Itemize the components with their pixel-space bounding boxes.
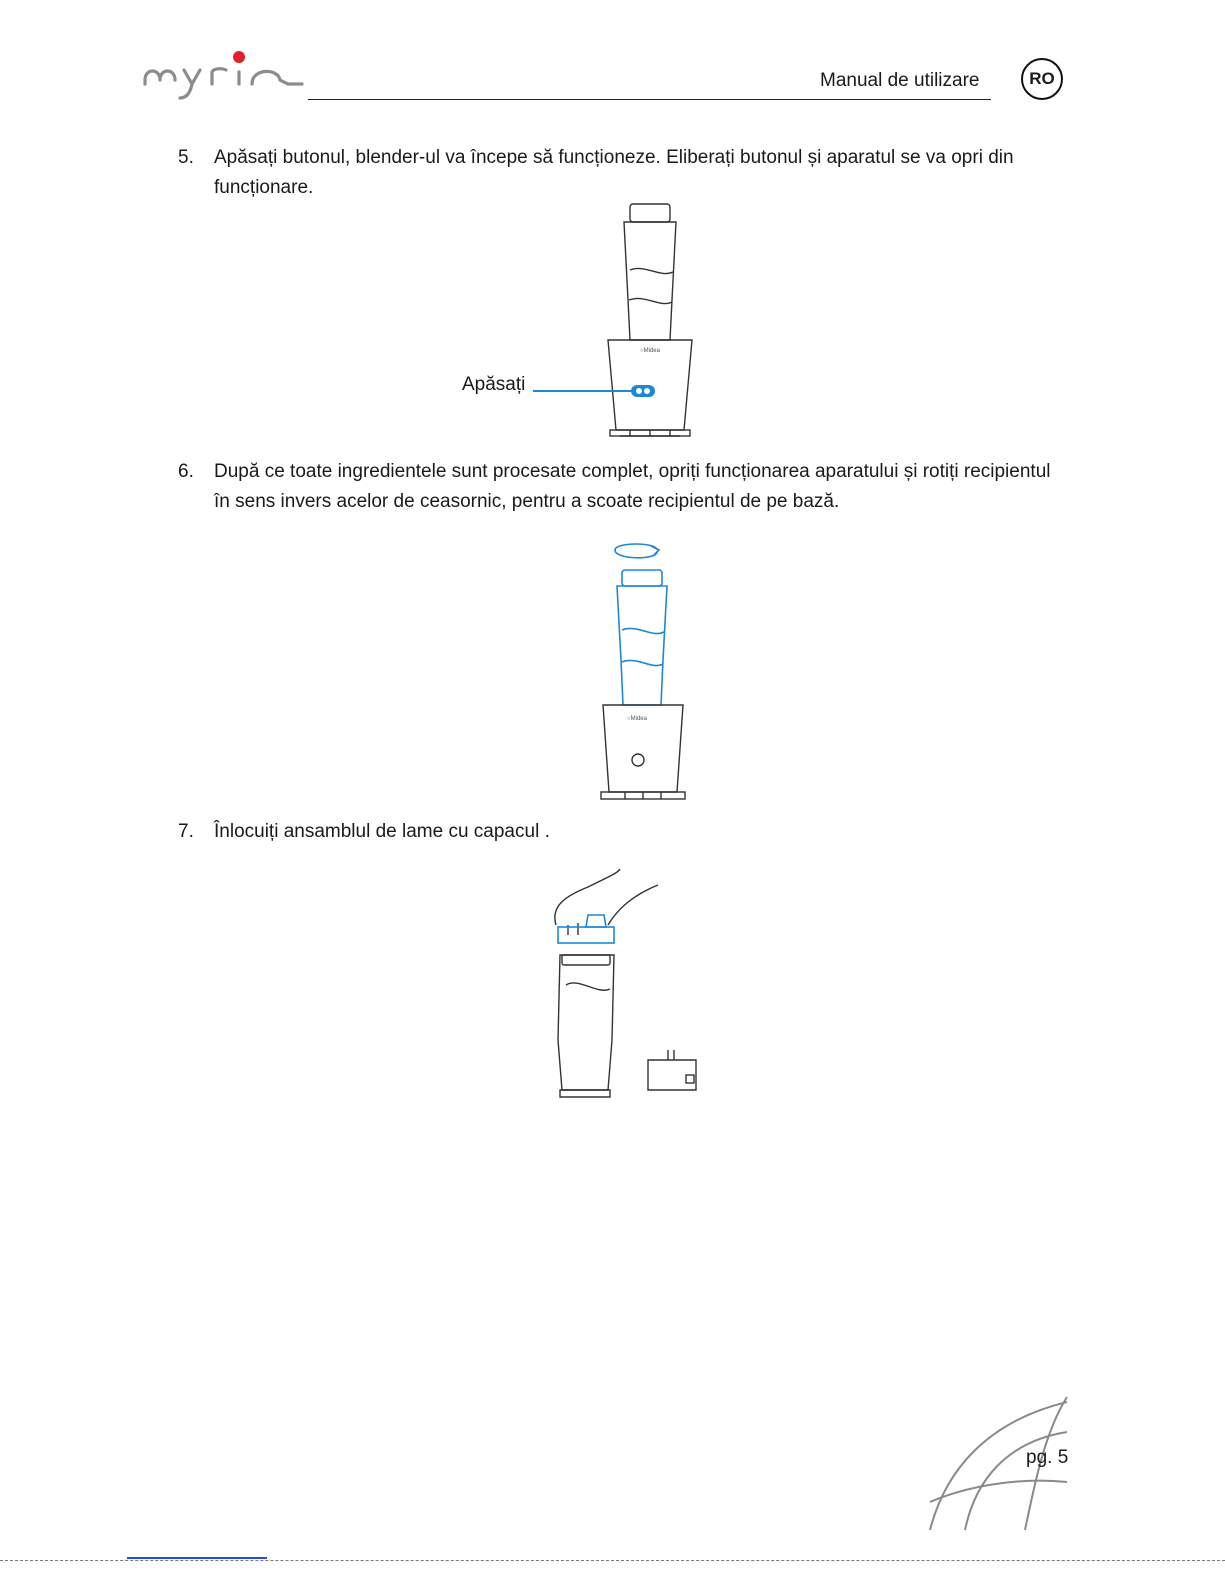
step-number: 5. <box>178 147 194 168</box>
bottom-link-underline <box>127 1557 267 1559</box>
lid-replace-figure <box>548 865 718 1100</box>
header-rule <box>308 99 991 100</box>
step-text: După ce toate ingredientele sunt procesate complet, opriți funcționarea aparatului și rotiți recipientul în sens invers acelor de ceasornic, pentru a scoate recipientul de pe bază. <box>214 461 1051 512</box>
step-7 <box>178 817 1068 847</box>
step-6 <box>178 457 1068 517</box>
svg-text:○Midea: ○Midea <box>640 348 660 354</box>
press-label: Apăsați <box>462 374 526 395</box>
manual-title: Manual de utilizare <box>820 70 980 91</box>
language-badge: RO <box>1021 58 1063 100</box>
page-number: pg. 5 <box>1026 1447 1069 1468</box>
step-number: 7. <box>178 821 194 842</box>
blender-press-figure <box>600 200 700 442</box>
step-number: 6. <box>178 461 194 482</box>
step-5 <box>178 143 1068 203</box>
myria-logo <box>140 44 310 104</box>
press-callout-line <box>533 388 633 394</box>
svg-text:○Midea: ○Midea <box>627 716 647 722</box>
step-text: Înlocuiți ansamblul de lame cu capacul . <box>214 821 550 842</box>
blender-rotate-figure <box>595 540 695 805</box>
bottom-rule <box>0 1560 1225 1561</box>
step-text: Apăsați butonul, blender-ul va începe să funcționeze. Eliberați butonul și aparatul se va opri din funcționare. <box>214 147 1014 198</box>
